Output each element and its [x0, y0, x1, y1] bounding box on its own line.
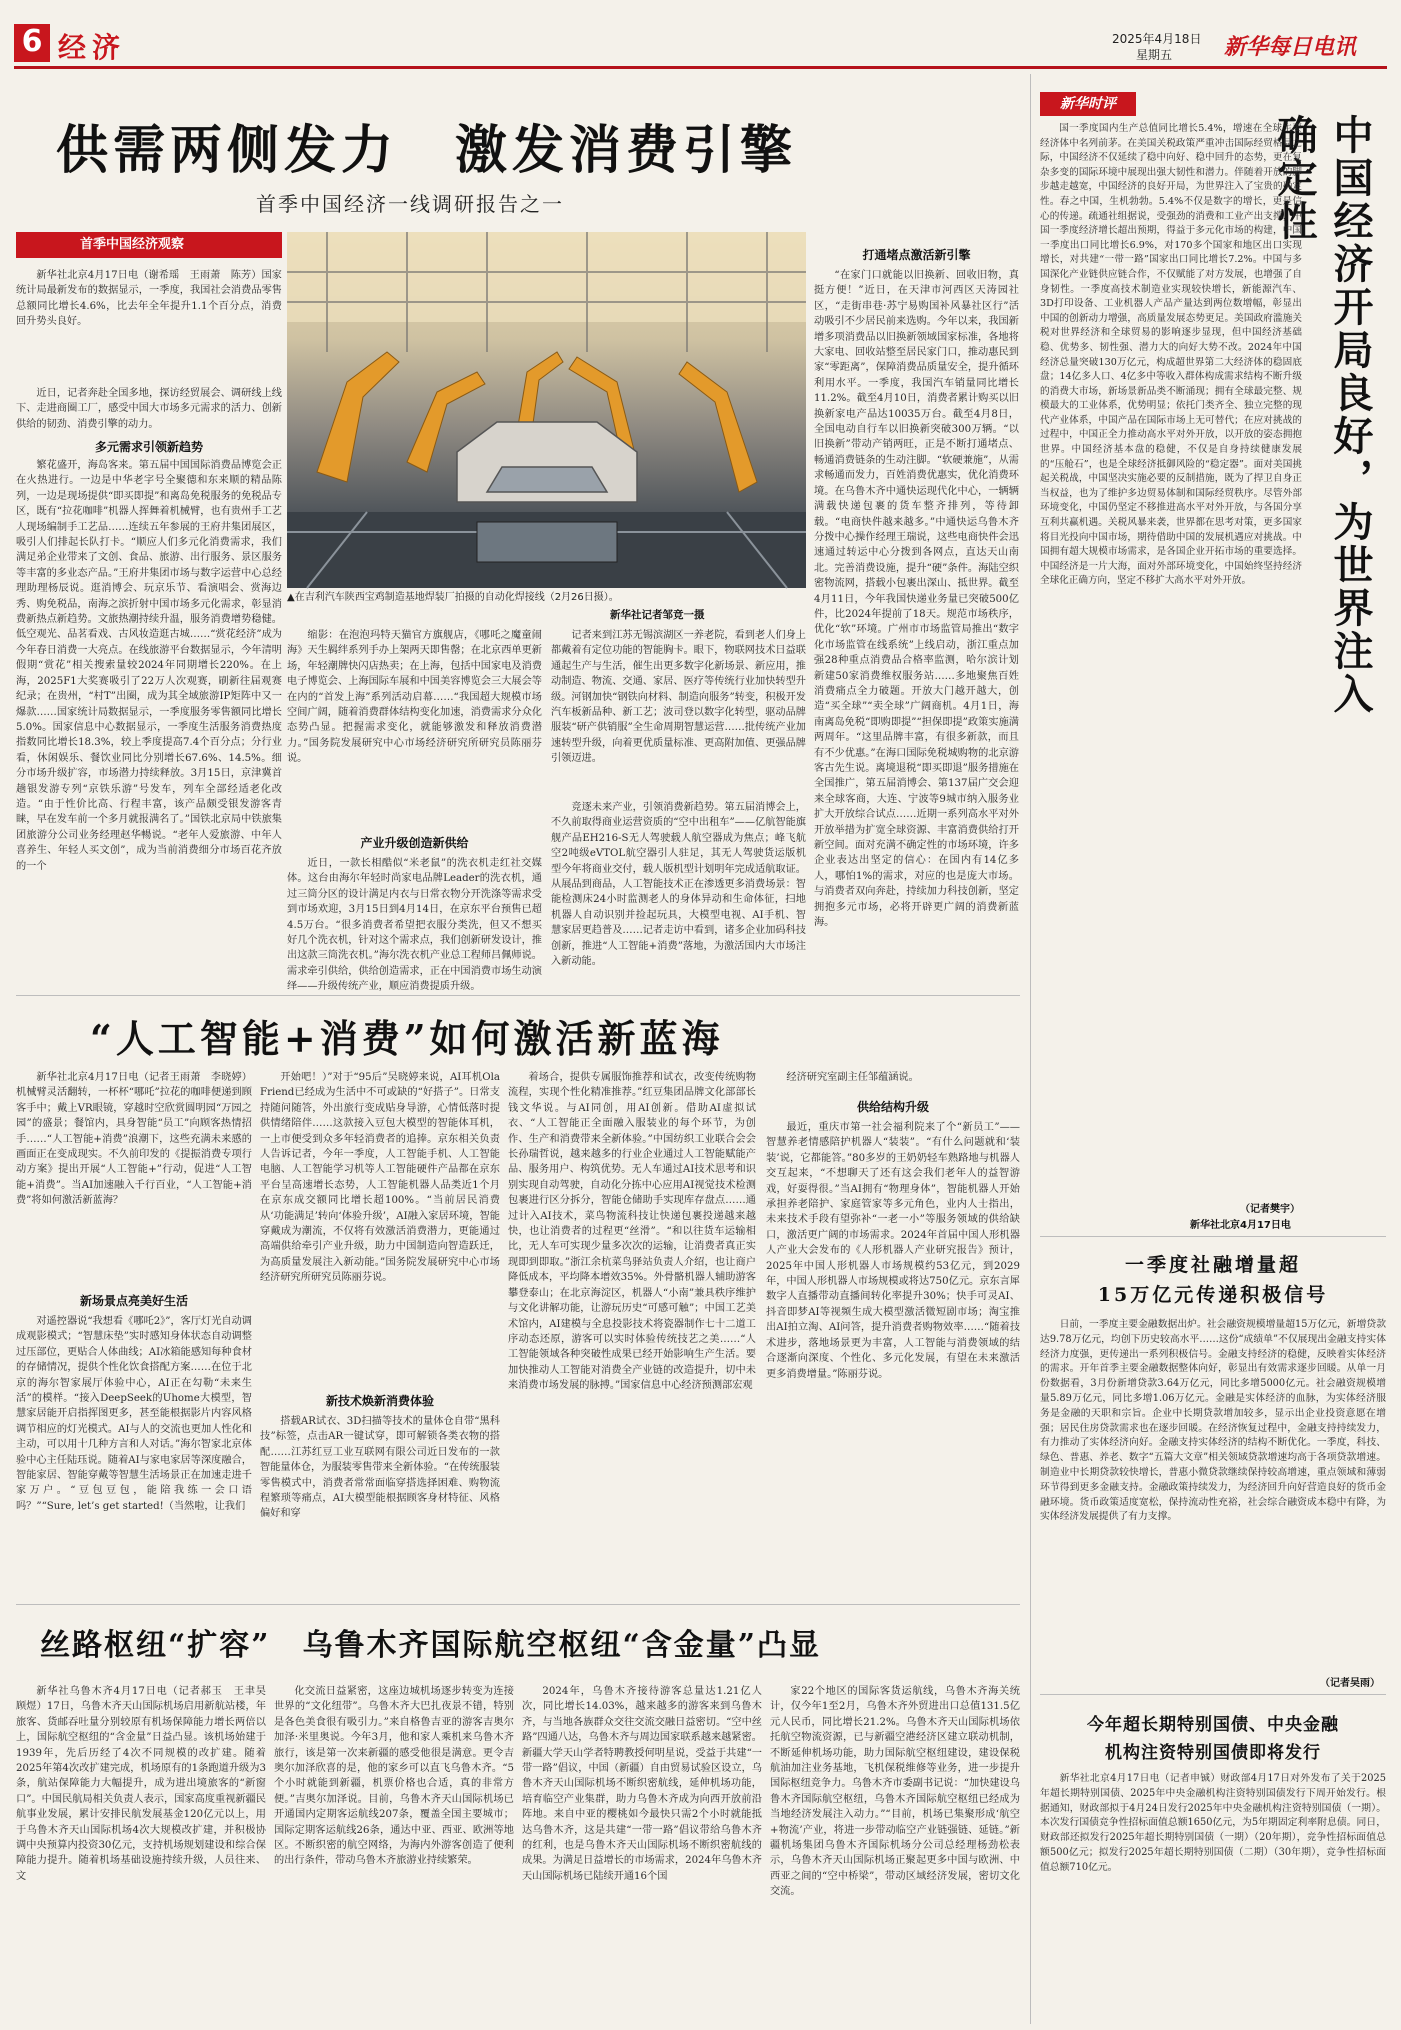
- article-col3-more: [551, 800, 806, 986]
- col3-more-paragraph: 竞逐未来产业，引领消费新趋势。第五届消博会上，不久前取得商业运营资质的“空中出租车”——亿航智能旗舰产品EH216-S无人驾驶载人航空器成为焦点；峰飞航空2吨级eVTOL航空器引人驻足，其无人驾驶货运版机型今年将商业交付，载人版机型计划明年完成适航取证。从展品到商品，人工智能技术正在渗透更多消费场景：智能检测床24小时监测老人的身体异动和生命体征，扫地机器人自动识别并捡起玩具，大模型电视、AI手机、智慧家居更趋普及……记者走访中看到，诸多企业加码科技创新，推进“人工智能+消费”落地，为激活国内大市场注入新动能。: [551, 802, 806, 968]
- article-col2-body: [287, 628, 542, 828]
- ai-col2-body: [260, 1070, 500, 1384]
- factory-photo: [287, 232, 806, 588]
- silk-col4-body: [770, 1684, 1020, 2020]
- divider-1: [16, 995, 1020, 996]
- col1-paragraph: 繁花盛开，海岛客来。第五届中国国际消费品博览会正在火热进行。一边是中华老字号全聚德和东来顺的精品陈列，一边是现场提供“即买即提”和离岛免税服务的免税品专区，既有“拉花咖啡”机器人挥舞着机械臂，也有贵州手工艺人现场编制手工艺品……连续五年参展的王府井集团展区，吸引人们排起长队打卡。“顺应人们多元化消费需求，我们满足弟企业带来了文创、食品、旅游、出行服务、景区服务等丰富的多业态产品。”王府井集团市场与数字运营中心总经理助理杨辰说。逛消博会、玩京乐节、看演唱会、赏海边秀、购免税品，南海之滨折射中国市场多元化需求，彰显消费新热点新趋势。文旅热潮持续升温，服务消费增势稳健。低空观光、品茗看戏、古风妆造逛古城……“赏花经济”成为今年春日消费一大亮点。在线旅游平台数据显示，今年清明假期“赏花”相关搜索量较2024年同期增长220%。在上海，2025F1大奖赛吸引了22万人次观赛，刷新往届观赛纪录；在贵州，“村T”出圈，成为其全域旅游IP矩阵中又一爆款……国家统计局数据显示，一季度服务零售额同比增长5.0%。国家信息中心数据显示，一季度生活服务消费热度指数同比增长18.3%，较上季度提高7.4个百分点；分行业看，休闲娱乐、餐饮业同比分别增长67.6%、14.5%。细分市场升级扩容，市场潜力持续释放。3月15日，京津冀首趟银发游专列“京铁乐游”号发车，列车全部经适老化改造。“由于性价比高、行程丰富，该产品颇受银发游客青睐，早在发车前一个多月就报满名了。”国铁北京局中铁旅集团旅游分公司业务经理赵华暢说。“老年人爱旅游、中年人喜养生、年轻人买文创”，成为当前消费细分市场百花齐放的一个: [16, 460, 282, 872]
- ai-lead-paragraph: 新华社北京4月17日电（记者王雨萧 李晓婷）机械臂灵活翻转，一杯杯“哪吒”拉花的咖啡便递到顾客手中；戴上VR眼镜，穿越时空欣赏圆明园“万园之园”的盛景；餐馆内，具身智能“员工”向顾客热情招手……“人工智能+消费”浪潮下，这些充满未来感的画面正在变成现实。不久前印发的《提振消费专项行动方案》提出开展“人工智能+”行动，促进“人工智能+消费”。当AI加速融入千行百业，“人工智能+消费”将如何激活新蓝海？: [16, 1072, 252, 1207]
- treasury-body: [1040, 1772, 1386, 2020]
- ai-col4-body: [766, 1120, 1020, 1596]
- subhead-clear-bottlenecks: 打通堵点激活新引擎: [862, 248, 971, 262]
- intro-paragraph: 近日，记者奔赴全国多地，探访经贸展会、调研线上线下、走进商圈工厂，感受中国大市场多元需求的活力、创新供给的韧劲、消费引擎的动力。: [16, 388, 282, 430]
- headline-silk-road: 丝路枢纽“扩容” 乌鲁木齐国际航空枢纽“含金量”凸显: [40, 1628, 822, 1663]
- right-column-divider: [1030, 74, 1031, 2024]
- treasury-title-2: 机构注资特别国债即将发行: [1105, 1743, 1321, 1763]
- article-col4-body: [814, 268, 1019, 986]
- social-finance-title-1: 一季度社融增量超: [1124, 1254, 1301, 1276]
- headline-ai-consumption: “人工智能+消费”如何激活新蓝海: [90, 1016, 724, 1061]
- commentary-reporter: （记者樊宇）: [1240, 1204, 1300, 1215]
- treasury-paragraph: 新华社北京4月17日电（记者申铖）财政部4月17日对外发布了关于2025年超长期特别国债、2025年中央金融机构注资特别国债发行下周开始发行。根据通知，财政部拟于4月24日发行2025年中央金融机构注资特别国债（一期）。本次发行国债竞争性招标面值总额1650亿元，为5年期固定利率附息债。同日，财政部还拟发行2025年超长期特别国债（一期）（20年期），竞争性招标面值总额500亿元；拟发行2025年超长期特别国债（二期）（30年期），竞争性招标面值总额710亿元。: [1040, 1773, 1386, 1873]
- col2-more-paragraph: 近日，一款长相酷似“米老鼠”的洗衣机走红社交媒体。这台由海尔年轻时尚家电品牌Leader的洗衣机，通过三筒分区的设计满足内衣与日常衣物分开洗涤等需求受到市场欢迎，3月15日到4月14日，在京东平台预售已超4.5万台。“很多消费者希望把衣服分类洗，但又不想买好几个洗衣机，针对这个需求点，我们创新研发设计，推出这款三筒洗衣机。”海尔洗衣机产业总工程师吕佩师说。需求牵引供给，供给创造需求，正在中国消费市场生动演绎——升级传统产业，顺应消费提质升级。: [287, 858, 542, 993]
- article-col2-more: [287, 856, 542, 993]
- ai-col2-paragraph: 开始吧！）”对于“95后”吴晓婷来说，AI耳机Ola Friend已经成为生活中不可或缺的“好搭子”。日常支持随问随答，外出旅行变成贴身导游，心情低落时提供情绪陪伴……这款接入豆包大模型的智能体耳机，一上市便受到众多年轻消费者的追捧。京东相关负责人告诉记者，今年一季度，人工智能手机、人工智能电脑、人工智能学习机等人工智能硬件产品都在京东平台呈高速增长态势，人工智能机器人品类近1个月在京东成交额同比增长超100%。“当前居民消费从‘功能满足’转向‘体验升级’，AI融入家居环境，智能穿戴成为潮流，不仅将有效激活消费潜力，更能通过高端供给牵引产业升级，助力中国制造向智造跃迁，为高质量发展注入新动能。”国务院发展研究中心市场经济研究所研究员陈丽芬说。: [260, 1072, 500, 1284]
- commentary-badge: [1040, 92, 1136, 116]
- article-col3-body: [551, 628, 806, 798]
- column-label-text: 首季中国经济观察: [80, 237, 185, 252]
- subhead-industry-upgrade: 产业升级创造新供给: [360, 836, 469, 850]
- ai-col4-paragraph: 最近，重庆市第一社会福利院来了个“新员工”——智慧养老情感陪护机器人“装装”。“有什么问题就和‘装装’说，它都能答。”80多岁的王奶奶轻车熟路地与机器人交互起来，“不想聊天了还有这会我们老年人的益智游戏，好耍得很。”当AI拥有“物理身体”，智能机器人开始承担养老陪护、家庭管家等多元角色，业内人士指出，未来技术手段有望弥补“一老一小”等服务领域的供给缺口，激活更广阔的市场需求。2024年首届中国人形机器人产业大会发布的《人形机器人产业研究报告》预计，2025年中国人形机器人市场规模约53亿元，到2029年，中国人形机器人市场规模或将达750亿元。京东言犀数字人直播带动直播间转化率提升30%；快手可灵AI、抖音即梦AI等视频生成大模型激活微短剧市场；淘宝推出AI拍立淘、AI问答，提升消费者购物效率……“随着技术进步，落地场景更为丰富，人工智能与消费领域的结合逐渐向深度、个性化、多元化发展，有望在未来激活更多消费增量。”陈丽芬说。: [766, 1122, 1020, 1380]
- col4-paragraph: “在家门口就能以旧换新、回收旧物，真挺方便！”近日，在天津市河西区天涛园社区，“走街串巷·苏宁易购国补风暴社区行”活动吸引不少居民前来选购。今年以来，我国新增多项消费品以旧换新领域国家标准，各地将大家电、回收站整至居民家门口，推动惠民到家“零距离”，保障消费品质量安全，提升循环利用水平。一季度，我国汽车销量同比增长11.2%。截至4月10日，消费者累计购买以旧换新家电产品达10035万台。截至4月8日，全国电动自行车以旧换新突破300万辆。“以旧换新”带动产销两旺，正是不断打通堵点、畅通消费链条的生动注脚。“软硬兼施”，从需求畅通而发力，百姓消费优惠实，优化消费环境。在乌鲁木齐中通快运现代化中心，一辆辆满载快递包裹的货车整齐排列，等待卸载。“电商快件越来越多。”中通快运乌鲁木齐分拨中心操作经理王瑞说，这些电商快件会迅速通过转运中心分拨到各网点，直达天山南北。完善消费设施，提升“硬”条件。海陆空织密物流网，搭载小包裹出深山、抵世界。截至4月11日，今年我国快递业务量已突破500亿件，比2024年提前了18天。规范市场秩序，优化“软”环境。广州市市场监管局推出“数字化市场监管在线系统”上线启动，浙江重点加强28种重点消费品合格率监测，哈尔滨计划新建50家消费维权服务站……多地聚焦百姓消费痛点全力破题。开放大门越开越大，创造“买全球”“卖全球”广阔商机。4月1日，海南离岛免税“即购即提”“担保即提”政策实施满两周年。“这里品牌丰富，有很多新款，而且有不少优惠。”在海口国际免税城购物的北京游客古先生说。离境退税“即买即退”服务措施在全国推广，第五届消博会、第137届广交会迎来全球客商，大连、宁波等9城市纳入服务业扩大开放综合试点……近期一系列高水平对外开放举措为扩宽全球资源、丰富消费供给打开新空间。面对充满不确定性的市场环境，许多企业表达出坚定的信心：在国内有14亿多人，哪怕1%的需求，对应的也是庞大市场。与消费者双向奔赴，持续加力科技创新，坚定拥抱多元市场，必将开辟更广阔的消费新蓝海。: [814, 270, 1019, 929]
- subhead-supply-structure: 供给结构升级: [856, 1100, 929, 1114]
- issue-weekday: 星期五: [1136, 48, 1173, 62]
- social-finance-paragraph: 日前，一季度主要金融数据出炉。社会融资规模增量超15万亿元，新增贷款达9.78万亿元，均创下历史较高水平……这份“成绩单”不仅展现出金融支持实体经济力度强，更传递出一系列积极信号。金融支持经济的稳健，反映着实体经济的需求。开年首季主要金融数据整体向好，彰显出有效需求逐步回暖。从单一月份数据看，3月份新增贷款3.64万亿元，同比多增5000亿元。社会融资规模增量5.89万亿元，同比多增1.06万亿元。金融是实体经济的血脉，为实体经济服务是金融的天职和宗旨。企业中长期贷款增加较多，显示出企业投资意愿在增强；居民住房贷款需求也在逐步回暖。在经济恢复过程中，金融支持持续发力，有力推动了实体经济向好。金融支持实体经济的结构不断优化。一季度，科技、绿色、普惠、养老、数字“五篇大文章”相关领域贷款增速均高于各项贷款增速。制造业中长期贷款较快增长，普惠小微贷款继续保持较高增速，重点领域和薄弱环节得到更多金融支持。金融政策持续发力，为经济回升向好营造良好的货币金融环境。货币政策适度宽松，保持流动性充裕，社会综合融资成本稳中有降，为实体经济发展提供了有力支撑。: [1040, 1319, 1386, 1523]
- divider-4: [1040, 1694, 1386, 1695]
- masthead: [0, 0, 1401, 64]
- social-finance-body: [1040, 1318, 1386, 1670]
- commentary-title: 中国经济开局良好，为世界注入确定性: [1271, 114, 1374, 716]
- commentary-badge-text: 新华时评: [1060, 96, 1116, 112]
- col3-paragraph: 记者来到江苏无锡滨湖区一养老院，看到老人们身上都戴着有定位功能的智能胸卡。眼下，物联网技术日益联通起生产与生活，催生出更多数字化新场景、新应用，推动制造、物流、交通、家居、医疗等传统行业加快转型升级。河钢加快“钢铁向材料、制造向服务”转变，积极开发汽车板新品种、新工艺；波司登以数字化转型，驱动品牌服装“研产供销服”全生命周期智慧运营……批传统产业加速转型升级，向着更优质量标准、更高附加值、更强品牌引领迈进。: [551, 630, 806, 765]
- column-label: [16, 232, 282, 258]
- commentary-paragraph: 国一季度国内生产总值同比增长5.4%，增速在全球主要经济体中名列前茅。在美国关税政策严重冲击国际经贸格局之际，中国经济不仅延续了稳中向好、稳中回升的态势，更在复杂多变的国际环境中展现出强大韧性和潜力。伴随着开放的脚步越走越宽，中国经济的良好开局，为世界注入了宝贵的确定性。春之中国，生机勃勃。5.4%不仅是数字的增长，更是信心的传递。疏通社组据说，受强劲的消费和工业产出支撑，中国一季度经济增长超出预期，得益于多元化市场的构建，中国一季度出口同比增长6.9%，对170多个国家和地区出口实现增长，对共建“一带一路”国家出口同比增长7.2%。中国与多国深化产业链供应链合作，不仅赋能了对方发展，也增强了自身韧性。一季度高技术制造业实现较快增长，新能源汽车、3D打印设备、工业机器人产品产量达到两位数增幅，彰显出中国的创新动力增强，高质量发展态势更足。美国政府滥施关税对世界经济和全球贸易的影响逐步显现，但中国经济基础稳、优势多、韧性强、潜力大的向好大势不改。2024年中国经济总量突破130万亿元，构成超世界第二大经济体的稳固底盘；14亿多人口、4亿多中等收入群体构成需求结构不断升级的消费大市场，新场景新品类不断涌现；拥有全球最完整、规模最大的工业体系，优势明显；依托门类齐全、独立完整的现代产业体系，中国产品在国际市场上无可替代；在应对挑战的过程中，中国正全力推动高水平对外开放，以开放的姿态拥抱世界。中国经济基本盘的稳健，不仅是自身持续健康发展的“压舱石”，也是全球经济抵御风险的“稳定器”。面对美国挑起关税战，中国坚决实施必要的反制措施，既为了捍卫自身正当权益，也为了维护多边贸易体制和国际经贸秩序。尽管外部环境变化，中国仍坚定不移推进高水平对外开放，与各国分享互利共赢机遇。关税风暴来袭，世界都在思考对策，更多国家将目光投向中国市场，期待借助中国的发展机遇应对挑战。中国拥有超大规模市场需求，是各国企业开拓市场的重要选择。中国经济是一片大海，面对外部环境变化，中国始终坚持经济全球化正确方向，坚定不移扩大高水平对外开放。: [1040, 123, 1302, 587]
- issue-date: 2025年4月18日: [1112, 32, 1202, 46]
- subhead-new-tech: 新技术焕新消费体验: [325, 1394, 434, 1408]
- ai-col4-top: [766, 1070, 1020, 1086]
- ai-col2b-paragraph: 搭载AR试衣、3D扫描等技术的量体仓自带“黑科技”标签，点击AR一键试穿，即可解锁各类衣物的搭配……江苏红豆工业互联网有限公司近日发布的一款智能量体仓，为服装零售带来全新体验。“在传统服装零售模式中，消费者常常面临穿搭选择困难、购物流程繁琐等痛点，AI大模型能根据顾客身材特征、风格偏好和穿: [260, 1416, 500, 1520]
- treasury-title-1: 今年超长期特别国债、中央金融: [1087, 1715, 1339, 1735]
- subhead-diverse-demand: 多元需求引领新趋势: [94, 440, 203, 454]
- photo-credit: 新华社记者邹竞一摄: [610, 609, 705, 621]
- masthead-rule: [14, 66, 1387, 69]
- commentary-dateline: 新华社北京4月17日电: [1190, 1220, 1291, 1231]
- headline-supply-demand: 供需两侧发力 激发消费引擎: [56, 120, 798, 181]
- ai-col2b-body: [260, 1414, 500, 1596]
- social-finance-reporter: （记者吴雨）: [1320, 1678, 1380, 1689]
- subhead-new-scenes: 新场景点亮美好生活: [79, 1294, 188, 1308]
- ai-col1-paragraph: 对遥控器说“我想看《哪吒2》”，客厅灯光自动调成观影模式；“智慧床垫”实时感知身体状态自动调整过压部位，更贴合人体曲线；AI冰箱能感知每种食材的存储情况，提供个性化饮食搭配方案……在位于北京的海尔智家展厅体验中心，AI正在勾勒“未来生活”的模样。“接入DeepSeek的Uhome大模型，智慧家居能开启指挥图更多，甚至能根据影片内容风格调节相应的灯光模式。AI与人的交流也更加人性化和主动，可以用十几种方言和人对话。”海尔智家北京体验中心主任陆珏说。随着AI与家电家居等深度融合，智能家居、智能穿戴等智慧生活场景正在加速走进千家万户。“豆包豆包，能陪我练一会口语吗？”“Sure, let’s get started!（当然啦，让我们: [16, 1316, 252, 1512]
- article-lead: [16, 268, 282, 384]
- lead-paragraph: 新华社北京4月17日电（谢希瑶 王雨萧 陈芳）国家统计局最新发布的数据显示，一季度，我国社会消费品零售总额同比增长4.6%，比去年全年提升1.1个百分点，消费回升势头良好。: [16, 270, 282, 328]
- divider-2: [16, 1604, 1020, 1605]
- article-col1-body: [16, 458, 282, 944]
- silk-col4-paragraph: 家22个地区的国际客货运航线，乌鲁木齐海关统计，仅今年1至2月，乌鲁木齐外贸进出口总值131.5亿元人民币，同比增长21.2%。乌鲁木齐天山国际机场依托航空物流资源，已与新疆空港经济区建立联动机制，不断延伸机场功能，助力国际航空枢纽建设，建设保税航油加注业务基地，飞机保税维修等业务，进一步提升国际枢纽竞争力。乌鲁木齐市委副书记说：“加快建设乌鲁木齐国际航空枢纽，乌鲁木齐国际航空枢纽已经成为当地经济发展注入动力。”“目前，机场已集聚形成‘航空+物流’产业，将进一步带动临空产业链强链、延链。”新疆机场集团乌鲁木齐国际机场分公司总经理杨劲松表示，乌鲁木齐天山国际机场正聚起更多中国与欧洲、中西亚之间的“空中桥梁”，带动区域经济发展，密切文化交流。: [770, 1686, 1020, 1898]
- silk-col1-body: [16, 1684, 277, 2020]
- photo-caption: ▲在吉利汽车陕西宝鸡制造基地焊装厂拍摄的自动化焊接线（2月26日摄）。: [287, 592, 619, 603]
- ai-col3-body: [508, 1070, 756, 1596]
- silk-col3-paragraph: 2024年，乌鲁木齐接待游客总量达1.21亿人次，同比增长14.03%，越来越多的游客来到乌鲁木齐，与当地各族群众交往交流交融日益密切。“空中丝路”四通八达，乌鲁木齐与周边国家联系越来越紧密。新疆大学天山学者特聘教授何明星说，受益于共建“一带一路”倡议，中国（新疆）自由贸易试验区设立，乌鲁木齐天山国际机场不断织密航线，延伸机场功能，培育临空产业集群，助力乌鲁木齐成为向西开放前沿阵地。来自中亚的樱桃如今最快只需2个小时就能抵达乌鲁木齐，这是共建“一带一路”倡议带给乌鲁木齐的红利，也是乌鲁木齐天山国际机场不断织密航线的成果。为满足日益增长的市场需求，2024年乌鲁木齐天山国际机场已陆续开通16个国: [522, 1686, 762, 1882]
- commentary-body: [1040, 122, 1302, 1196]
- robot-arm-illustration: [287, 232, 806, 588]
- subheadline-supply-demand: 首季中国经济一线调研报告之一: [256, 192, 564, 216]
- section-name: 经济: [58, 31, 127, 64]
- silk-col3-body: [522, 1684, 762, 2020]
- col2-paragraph: 缩影：在泡泡玛特天猫官方旗舰店，《哪吒之魔童闹海》天生羁绊系列手办上架两天即售罄；在北京西单更新场，年轻潮牌快闪店热卖；在上海，包括中国家电及消费电子博览会、上海国际车展和中国美容博览会三大展会等在内的“首发上海”系列活动启幕……“我国超大规模市场空间广阔，随着消费群体结构变化加速，消费需求分众化态势凸显。把握需求变化，就能够激发和释放消费潜力。”国务院发展研究中心市场经济研究所研究员陈丽芬说。: [287, 630, 542, 765]
- ai-col3-paragraph: 着场合，提供专属服饰推荐和试衣，改变传统购物流程，实现个性化精准推荐。”红豆集团品牌文化部部长钱文华说。与AI同创，用AI创新。借助AI虚拟试衣、“人工智能正全面融入服装业的每个环节，为创作、生产和消费带来全新体验。”中国纺织工业联合会会长孙瑞哲说，越来越多的行业企业通过人工智能赋能产品、服务用户、构筑优势。无人车通过AI技术思考和识别实现自动驾驶，自动化分拣中心应用AI视觉技术检测包裹进行区分拆分，智能仓储助手实现库存盘点……通过计入AI技术，菜鸟物流科技让快递包裹投递越来越快，也让消费者的过程更“丝滑”。“和以往货车运输相比，无人车可实现少量多次次的运输，让消费者真正实现即到即取。”浙江余杭菜鸟驿站负责人介绍，也让商户降低成本，平均降本增效35%。外骨骼机器人辅助游客攀登泰山；在北京海淀区，机器人“小南”兼具秩序维护与文化讲解功能，让游玩历史“可感可触”；中国工艺美术馆内，AI建模与全息投影技术将瓷器制作七十二道工序动态还原，游客可以实时体验传统技艺之美……“人工智能领域各种突破性成果已经开始影响生产生活。要加快推动人工智能对消费全产业链的改造提升，切中未来消费市场发展的脉搏。”国家信息中心经济预测部宏观: [508, 1072, 756, 1392]
- ai-lead: [16, 1070, 252, 1284]
- ai-col1-body: [16, 1314, 252, 1596]
- brand-logo: 新华每日电讯: [1224, 34, 1357, 60]
- silk-col1-paragraph: 新华社乌鲁木齐4月17日电（记者郝玉 王聿昊 顾煜）17日，乌鲁木齐天山国际机场启用新航站楼，年旅客、货邮吞吐量分别较原有机场保障能力增长两倍以上，国际航空枢纽的“含金量”日益凸显。该机场始建于1939年，先后历经了4次不同规模的改扩建。随着2025年第4次改扩建完成，机场原有的1条跑道升级为3条，航站保障能力大幅提升，成为进出境旅客的“新窗口”。中国民航局相关负责人表示，国家高度重视新疆民航事业发展，累计安排民航发展基金120亿元以上，用于乌鲁木齐天山国际机场4次大规模改扩建，并积极协调中央预算内投资30亿元，支持机场规划建设和综合保障能力提升。随着机场基础设施持续升级，人员往来、文: [16, 1686, 277, 1882]
- silk-col2-paragraph: 化交流日益紧密，这座边城机场逐步转变为连接世界的“文化纽带”。乌鲁木齐大巴扎夜景不错，特别是各色美食很有吸引力。”来自格鲁吉亚的游客吉奥尔加泽·米里奥说。今年3月，他和家人乘机来乌鲁木齐旅行，该是第一次来新疆的感受他很是满意。更令吉奥尔加泽欣喜的是，他的家乡可以直飞乌鲁木齐。“5个小时就能到新疆，机票价格也合适，真的非常方便。”吉奥尔加泽说。目前，乌鲁木齐天山国际机场已开通国内定期客运航线207条，覆盖全国主要城市；国际定期客运航线26条，通达中亚、西亚、欧洲等地区。不断织密的航空网络，为海内外游客创造了便利的出行条件，带动乌鲁木齐旅游业持续繁荣。: [274, 1686, 514, 1867]
- page-number: 6: [21, 24, 43, 59]
- silk-col2-body: [274, 1684, 514, 2020]
- article-intro: [16, 386, 282, 432]
- social-finance-title-2: 15万亿元传递积极信号: [1097, 1284, 1329, 1306]
- divider-3: [1040, 1236, 1386, 1237]
- ai-col4-top-paragraph: 经济研究室副主任邹蕴涵说。: [786, 1072, 919, 1083]
